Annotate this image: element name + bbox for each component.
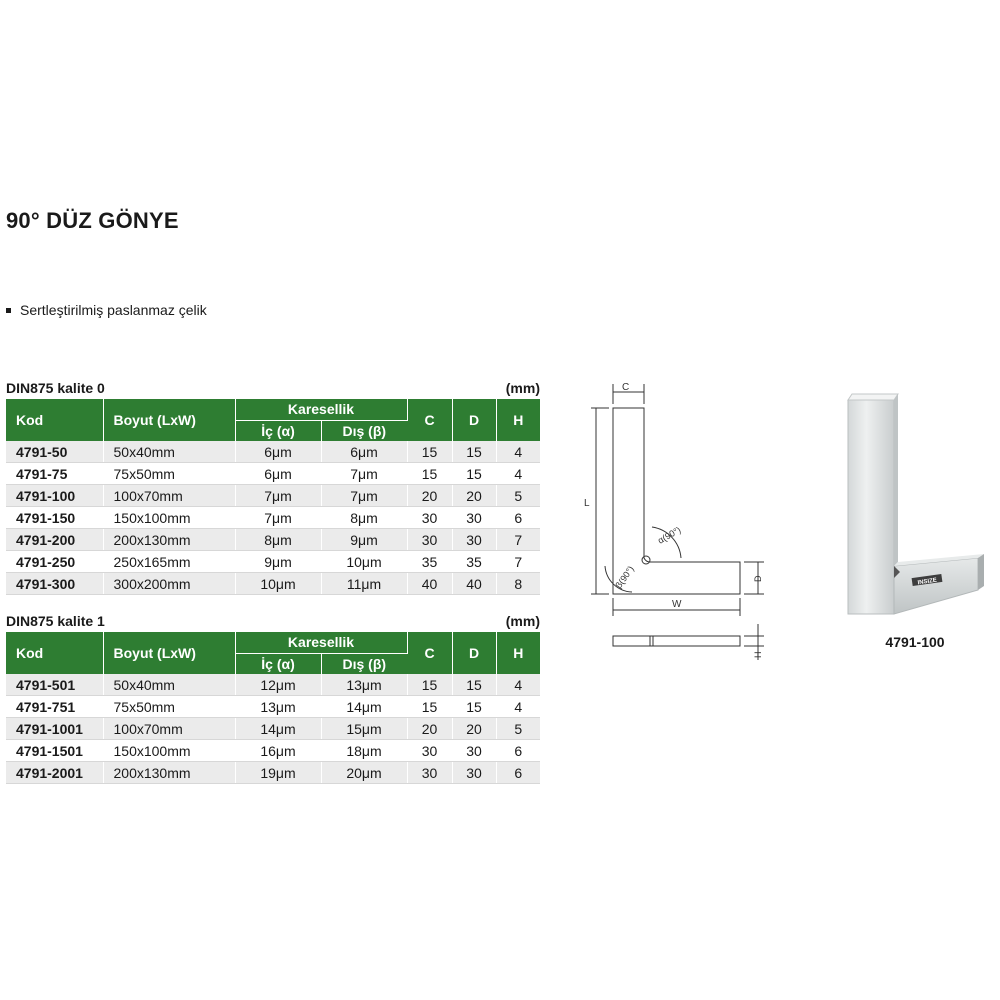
cell-dis: 15μm <box>321 718 407 740</box>
dimension-diagram <box>578 374 778 664</box>
cell-c: 15 <box>407 441 452 463</box>
cell-d: 15 <box>452 696 496 718</box>
product-photo <box>838 392 990 620</box>
cell-kod: 4791-1501 <box>6 740 103 762</box>
cell-ic: 10μm <box>235 573 321 595</box>
cell-boyut: 100x70mm <box>103 485 235 507</box>
cell-ic: 13μm <box>235 696 321 718</box>
cell-c: 35 <box>407 551 452 573</box>
cell-kod: 4791-150 <box>6 507 103 529</box>
cell-c: 15 <box>407 463 452 485</box>
cell-ic: 16μm <box>235 740 321 762</box>
cell-h: 4 <box>496 696 540 718</box>
table-row <box>6 507 540 529</box>
cell-boyut: 200x130mm <box>103 529 235 551</box>
cell-d: 30 <box>452 529 496 551</box>
cell-d: 15 <box>452 674 496 696</box>
table-caption <box>6 613 540 629</box>
cell-ic: 6μm <box>235 463 321 485</box>
label-w: W <box>672 599 682 610</box>
cell-d: 30 <box>452 740 496 762</box>
cell-c: 20 <box>407 718 452 740</box>
cell-h: 7 <box>496 529 540 551</box>
table-row <box>6 740 540 762</box>
cell-h: 5 <box>496 718 540 740</box>
cell-c: 15 <box>407 674 452 696</box>
cell-boyut: 150x100mm <box>103 740 235 762</box>
table-unit: (mm) <box>505 613 540 629</box>
cell-d: 15 <box>452 463 496 485</box>
cell-dis: 14μm <box>321 696 407 718</box>
table-row <box>6 485 540 507</box>
cell-dis: 20μm <box>321 762 407 784</box>
label-d: D <box>753 575 763 582</box>
cell-kod: 4791-501 <box>6 674 103 696</box>
cell-kod: 4791-250 <box>6 551 103 573</box>
cell-dis: 8μm <box>321 507 407 529</box>
cell-dis: 7μm <box>321 485 407 507</box>
cell-dis: 6μm <box>321 441 407 463</box>
header-h: H <box>496 632 540 674</box>
cell-c: 40 <box>407 573 452 595</box>
cell-dis: 7μm <box>321 463 407 485</box>
cell-d: 20 <box>452 718 496 740</box>
cell-c: 15 <box>407 696 452 718</box>
cell-d: 30 <box>452 762 496 784</box>
header-dis-beta: Dış (β) <box>321 420 407 441</box>
page-title: 90° DÜZ GÖNYE <box>6 208 179 233</box>
feature-bullet-item <box>6 302 207 318</box>
cell-ic: 12μm <box>235 674 321 696</box>
table-row <box>6 573 540 595</box>
cell-ic: 7μm <box>235 507 321 529</box>
cell-h: 6 <box>496 740 540 762</box>
label-h: H <box>753 651 763 658</box>
cell-c: 30 <box>407 529 452 551</box>
cell-kod: 4791-1001 <box>6 718 103 740</box>
product-label: 4791-100 <box>885 634 945 650</box>
brand-mark: INSIZE <box>917 577 938 587</box>
spec-table-kalite-1 <box>6 632 540 784</box>
cell-boyut: 300x200mm <box>103 573 235 595</box>
cell-dis: 10μm <box>321 551 407 573</box>
header-ic-alpha: İç (α) <box>235 420 321 441</box>
label-beta: β(90°) <box>613 564 636 591</box>
table-title: DIN875 kalite 1 <box>6 613 105 629</box>
table-caption <box>6 380 540 396</box>
cell-ic: 7μm <box>235 485 321 507</box>
header-karesellik: Karesellik <box>235 399 407 420</box>
cell-kod: 4791-751 <box>6 696 103 718</box>
cell-kod: 4791-2001 <box>6 762 103 784</box>
cell-c: 30 <box>407 762 452 784</box>
table-body <box>6 441 540 595</box>
cell-h: 4 <box>496 674 540 696</box>
cell-boyut: 250x165mm <box>103 551 235 573</box>
header-kod: Kod <box>6 632 103 674</box>
table-row <box>6 441 540 463</box>
header-h: H <box>496 399 540 441</box>
cell-dis: 11μm <box>321 573 407 595</box>
cell-ic: 9μm <box>235 551 321 573</box>
label-c: C <box>622 382 630 393</box>
cell-h: 7 <box>496 551 540 573</box>
bullet-icon <box>6 308 11 313</box>
cell-boyut: 75x50mm <box>103 696 235 718</box>
cell-d: 15 <box>452 441 496 463</box>
header-karesellik: Karesellik <box>235 632 407 653</box>
cell-ic: 8μm <box>235 529 321 551</box>
cell-dis: 9μm <box>321 529 407 551</box>
cell-h: 6 <box>496 507 540 529</box>
cell-c: 20 <box>407 485 452 507</box>
header-boyut: Boyut (LxW) <box>103 632 235 674</box>
cell-boyut: 100x70mm <box>103 718 235 740</box>
cell-ic: 19μm <box>235 762 321 784</box>
header-d: D <box>452 632 496 674</box>
header-ic-alpha: İç (α) <box>235 653 321 674</box>
table-row <box>6 529 540 551</box>
header-boyut: Boyut (LxW) <box>103 399 235 441</box>
cell-h: 8 <box>496 573 540 595</box>
table-title: DIN875 kalite 0 <box>6 380 105 396</box>
cell-kod: 4791-75 <box>6 463 103 485</box>
table-row <box>6 674 540 696</box>
table-row <box>6 696 540 718</box>
cell-d: 20 <box>452 485 496 507</box>
cell-d: 40 <box>452 573 496 595</box>
cell-h: 4 <box>496 441 540 463</box>
table-row <box>6 762 540 784</box>
table-unit: (mm) <box>505 380 540 396</box>
spec-table-kalite-0 <box>6 399 540 595</box>
label-l: L <box>584 498 590 509</box>
header-dis-beta: Dış (β) <box>321 653 407 674</box>
cell-d: 35 <box>452 551 496 573</box>
label-alpha: α(90°) <box>656 524 683 546</box>
cell-boyut: 50x40mm <box>103 674 235 696</box>
cell-kod: 4791-50 <box>6 441 103 463</box>
side-view-bar <box>613 636 740 646</box>
header-kod: Kod <box>6 399 103 441</box>
cell-dis: 18μm <box>321 740 407 762</box>
cell-boyut: 200x130mm <box>103 762 235 784</box>
table-row <box>6 551 540 573</box>
table-row <box>6 463 540 485</box>
cell-h: 4 <box>496 463 540 485</box>
table-row <box>6 718 540 740</box>
header-c: C <box>407 399 452 441</box>
cell-ic: 6μm <box>235 441 321 463</box>
square-outline <box>613 408 740 594</box>
feature-text: Sertleştirilmiş paslanmaz çelik <box>20 302 207 318</box>
cell-boyut: 75x50mm <box>103 463 235 485</box>
cell-h: 5 <box>496 485 540 507</box>
cell-boyut: 150x100mm <box>103 507 235 529</box>
table-body <box>6 674 540 784</box>
cell-boyut: 50x40mm <box>103 441 235 463</box>
cell-ic: 14μm <box>235 718 321 740</box>
cell-c: 30 <box>407 507 452 529</box>
cell-dis: 13μm <box>321 674 407 696</box>
cell-d: 30 <box>452 507 496 529</box>
cell-kod: 4791-200 <box>6 529 103 551</box>
cell-kod: 4791-100 <box>6 485 103 507</box>
cell-kod: 4791-300 <box>6 573 103 595</box>
cell-h: 6 <box>496 762 540 784</box>
header-d: D <box>452 399 496 441</box>
header-c: C <box>407 632 452 674</box>
cell-c: 30 <box>407 740 452 762</box>
